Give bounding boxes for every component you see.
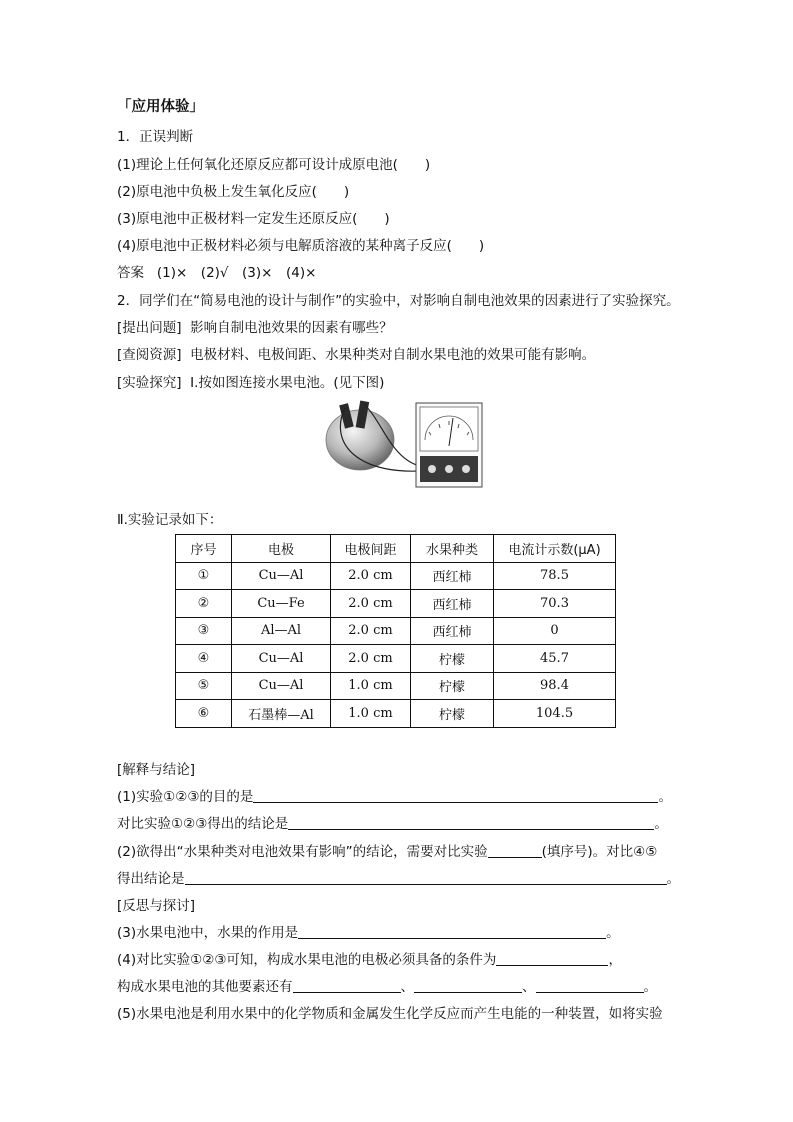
cell-index: ④ — [176, 645, 232, 673]
col-header-index: 序号 — [176, 535, 232, 563]
q1-answer — [117, 264, 316, 282]
explore-label: [实验探究] — [117, 375, 182, 391]
q1-item-2: (2)原电池中负极上发生氧化反应( ) — [117, 184, 350, 200]
c3-text: (3)水果电池中，水果的作用是 — [117, 925, 299, 941]
col-header-electrode: 电极 — [232, 535, 331, 563]
col-header-fruit: 水果种类 — [411, 535, 494, 563]
explore-text: Ⅰ.按如图连接水果电池。(见下图) — [190, 375, 385, 391]
cell-electrode: Cu—Al — [232, 645, 331, 673]
cell-fruit: 西红柿 — [411, 590, 494, 618]
resource-label: [查阅资源] — [117, 347, 182, 363]
answer-blank[interactable] — [185, 870, 667, 885]
cell-current: 104.5 — [494, 700, 616, 728]
answer-blank[interactable] — [288, 815, 654, 830]
q2-line-c2a — [117, 843, 657, 861]
q2-line-c5: (5)水果电池是利用水果中的化学物质和金属发生化学反应而产生电能的一种装置，如将实验 — [117, 1006, 663, 1022]
cell-fruit: 柠檬 — [411, 645, 494, 673]
table-row — [176, 672, 616, 700]
table-row — [176, 590, 616, 618]
table-row — [176, 617, 616, 645]
resource-text: 电极材料、电极间距、水果种类对自制水果电池的效果可能有影响。 — [190, 347, 596, 363]
answer-blank[interactable] — [253, 788, 658, 803]
answer-blank[interactable] — [298, 924, 606, 939]
q2-question — [117, 319, 393, 337]
q2-line-c3 — [117, 924, 620, 942]
dun: 、 — [400, 979, 414, 995]
answer-blank[interactable] — [414, 978, 522, 993]
cell-distance: 2.0 cm — [331, 617, 411, 645]
period: 。 — [606, 925, 620, 941]
period: 。 — [643, 979, 657, 995]
table-row — [176, 645, 616, 673]
cell-fruit: 柠檬 — [411, 700, 494, 728]
q2-resource — [117, 346, 595, 364]
cell-index: ① — [176, 562, 232, 590]
q2-explore — [117, 374, 384, 392]
cell-index: ② — [176, 590, 232, 618]
c2a-pre-text: (2)欲得出“水果种类对电池效果有影响”的结论，需要对比实验 — [117, 844, 488, 860]
cell-electrode: 石墨棒—Al — [232, 700, 331, 728]
q2-line-c4b — [117, 978, 657, 996]
c2b-text: 得出结论是 — [117, 871, 185, 887]
cell-current: 70.3 — [494, 590, 616, 618]
cell-current: 0 — [494, 617, 616, 645]
q1-item-3: (3)原电池中正极材料一定发生还原反应( ) — [117, 211, 390, 227]
q1-item-1: (1)理论上任何氧化还原反应都可设计成原电池( ) — [117, 157, 431, 173]
cell-electrode: Cu—Al — [232, 672, 331, 700]
comma: ， — [608, 952, 622, 968]
question-text: 影响自制电池效果的因素有哪些？ — [190, 320, 393, 336]
table-header-row — [176, 535, 616, 563]
cell-current: 98.4 — [494, 672, 616, 700]
experiment-table — [175, 534, 616, 728]
cell-fruit: 西红柿 — [411, 562, 494, 590]
answer-blank[interactable] — [536, 978, 644, 993]
q2-intro: 2．同学们在“简易电池的设计与制作”的实验中，对影响自制电池效果的因素进行了实验探究。 — [117, 293, 680, 309]
cell-index: ⑤ — [176, 672, 232, 700]
c1b-text: 对比实验①②③得出的结论是 — [117, 816, 289, 832]
c4a-text: (4)对比实验①②③可知，构成水果电池的电极必须具备的条件为 — [117, 952, 497, 968]
answer-blank[interactable] — [488, 843, 542, 858]
cell-distance: 2.0 cm — [331, 645, 411, 673]
question-label: [提出问题] — [117, 320, 182, 336]
q2-line-c1b — [117, 815, 668, 833]
c4b-text: 构成水果电池的其他要素还有 — [117, 979, 293, 995]
period: 。 — [658, 789, 672, 805]
cell-distance: 2.0 cm — [331, 590, 411, 618]
cell-fruit: 西红柿 — [411, 617, 494, 645]
cell-distance: 1.0 cm — [331, 700, 411, 728]
section-title: 「应用体验」 — [117, 99, 204, 115]
q2-line-c2b — [117, 870, 680, 888]
col-header-distance: 电极间距 — [331, 535, 411, 563]
answer-blank[interactable] — [496, 951, 608, 966]
cell-distance: 1.0 cm — [331, 672, 411, 700]
cell-electrode: Cu—Fe — [232, 590, 331, 618]
cell-current: 45.7 — [494, 645, 616, 673]
cell-fruit: 柠檬 — [411, 672, 494, 700]
period: 。 — [666, 871, 680, 887]
q2-record: Ⅱ.实验记录如下： — [117, 512, 223, 528]
table-row — [176, 700, 616, 728]
q1-item-4: (4)原电池中正极材料必须与电解质溶液的某种离子反应( ) — [117, 238, 485, 254]
cell-index: ③ — [176, 617, 232, 645]
answer-blank[interactable] — [293, 978, 401, 993]
c1a-text: (1)实验①②③的目的是 — [117, 789, 254, 805]
q1-title: 1．正误判断 — [117, 129, 194, 145]
cell-electrode: Al—Al — [232, 617, 331, 645]
answer-text: (1)× (2)√ (3)× (4)× — [156, 265, 317, 281]
col-header-current: 电流计示数(μA) — [494, 535, 616, 563]
cell-current: 78.5 — [494, 562, 616, 590]
cell-distance: 2.0 cm — [331, 562, 411, 590]
cell-electrode: Cu—Al — [232, 562, 331, 590]
conclusion-label: [解释与结论] — [117, 762, 196, 778]
reflect-label: [反思与探讨] — [117, 898, 196, 914]
period: 。 — [654, 816, 668, 832]
q2-line-c4a — [117, 951, 622, 969]
c2a-post-text: (填序号)。对比④⑤ — [541, 844, 658, 860]
cell-index: ⑥ — [176, 700, 232, 728]
dun: 、 — [522, 979, 536, 995]
table-row — [176, 562, 616, 590]
answer-label: 答案 — [117, 265, 144, 281]
galvanometer-icon — [415, 402, 485, 490]
q2-line-c1a — [117, 788, 672, 806]
